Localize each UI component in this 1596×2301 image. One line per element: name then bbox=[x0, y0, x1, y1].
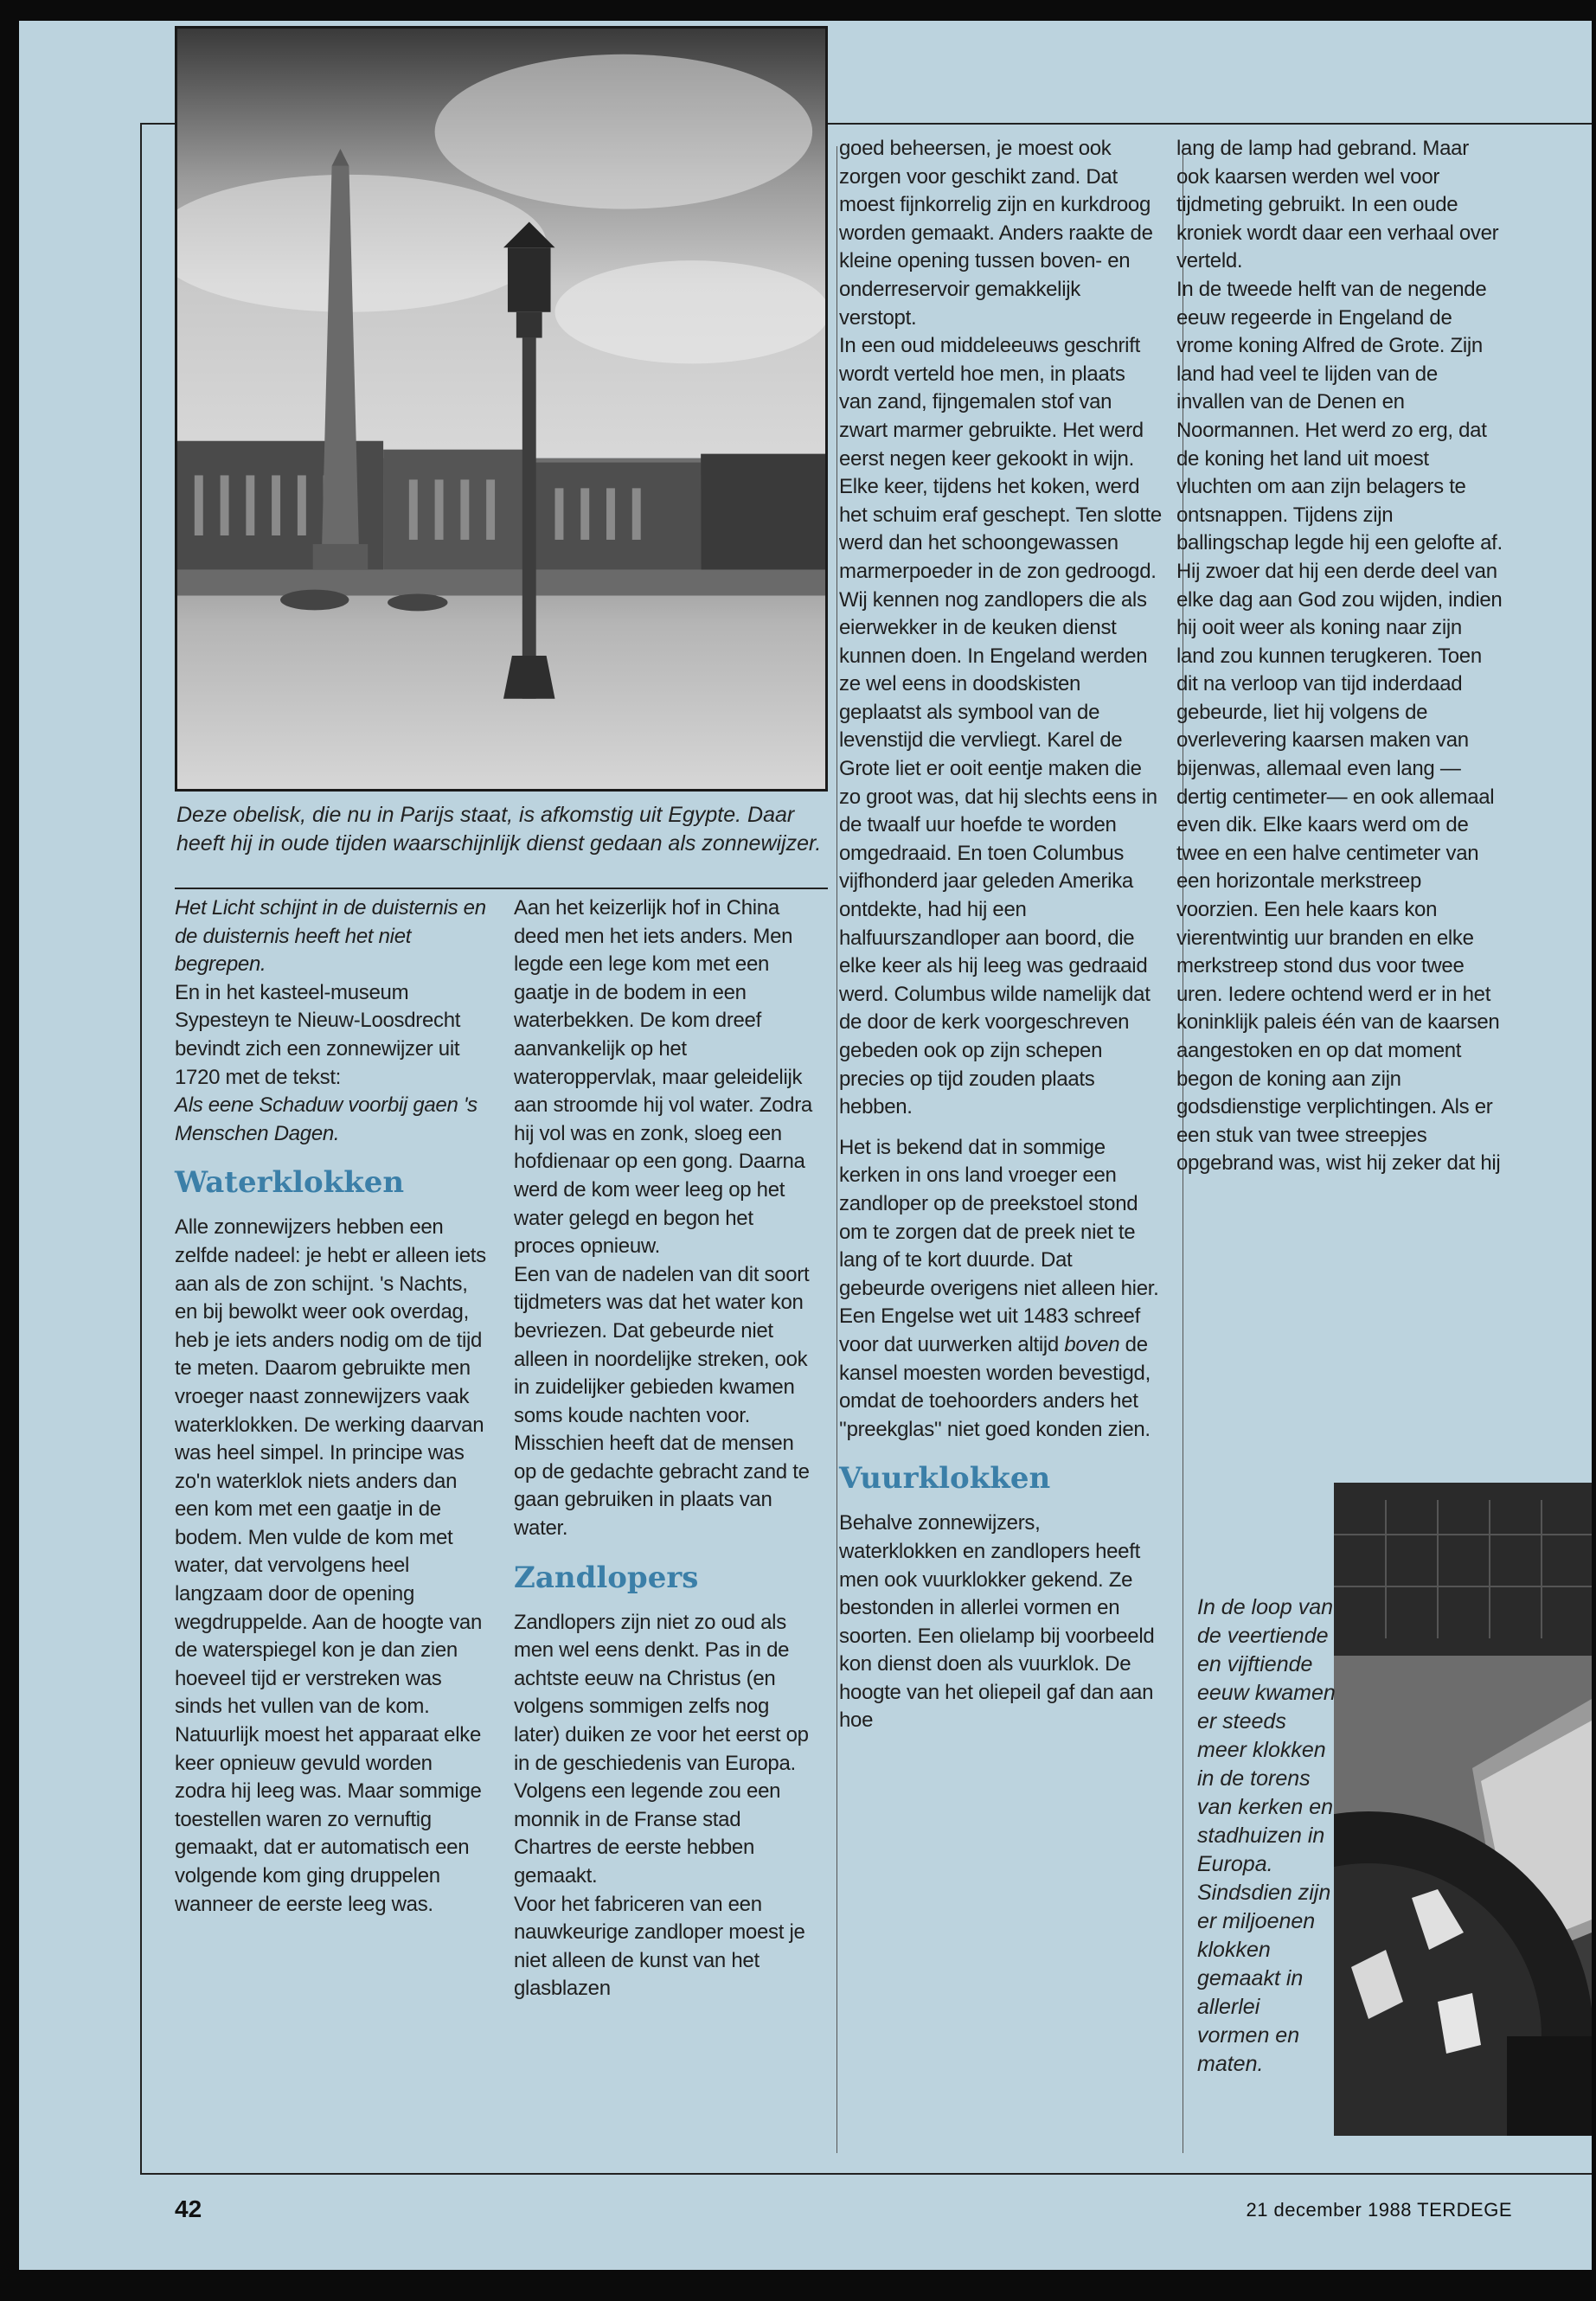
section-heading-zandlopers: Zandlopers bbox=[514, 1560, 699, 1595]
top-rule bbox=[828, 123, 1592, 125]
paragraph: lang de lamp had gebrand. Maar ook kaarsen werden wel voor tijdmeting gebruikt. In een oude kroniek wordt daar een verhaal over verteld. bbox=[1176, 137, 1499, 273]
paragraph: Alle zonnewijzers hebben een zelfde nadeel: je hebt er alleen iets aan als de zon schijnt. 's Nachts, en bij bewolkt weer ook overdag, heb je iets anders nodig om de tijd te meten. Daarom gebruikte men vroeger naast zonnewijzers vaak waterklokken. De werking daarvan was heel simpel. In principe was zo'n waterklok niets anders dan een kom met een gaatje in de bodem. Men vulde de kom met water, dat vervolgens heel langzaam door de opening wegdruppelde. Aan de hoogte van de waterspiegel kon je dan zien hoeveel tijd er verstreken was sinds het vullen van de kom. Natuurlijk moest het apparaat elke keer opnieuw gevuld worden zodra hij leeg was. Maar sommige toestellen waren zo vernuftig gemaakt, dat er automatisch een volgende kom ging druppelen wanneer de eerste leeg was. bbox=[175, 1215, 486, 1916]
issue-footer: 21 december 1988 TERDEGE bbox=[1246, 2199, 1512, 2221]
article-column-3 bbox=[839, 135, 1163, 1735]
left-rule-tick bbox=[140, 123, 176, 125]
section-heading-vuurklokken: Vuurklokken bbox=[839, 1461, 1051, 1497]
caption-rule bbox=[175, 888, 828, 889]
column-divider bbox=[836, 146, 837, 2153]
section-heading-waterklokken: Waterklokken bbox=[175, 1165, 405, 1201]
article-column-2 bbox=[514, 894, 818, 2003]
bottom-rule bbox=[140, 2173, 1592, 2175]
magazine-page bbox=[19, 21, 1592, 2270]
paragraph-text: Het is bekend dat in sommige kerken in ons land vroeger een zandloper op de preekstoel stond om te zorgen dat de preek niet te lang of te kort duurde. Dat gebeurde overigens niet alleen hier. Een Engelse wet uit 1483 schreef voor dat uurwerken altijd bbox=[839, 1135, 1159, 1356]
page-number: 42 bbox=[175, 2195, 202, 2222]
paragraph: En in het kasteel-museum Sypesteyn te Nieuw-Loosdrecht bevindt zich een zonnewijzer uit 1720 met de tekst: bbox=[175, 980, 461, 1089]
paragraph bbox=[839, 1134, 1163, 1445]
paragraph: goed beheersen, je moest ook zorgen voor geschikt zand. Dat moest fijnkorrelig zijn en kurkdroog worden gemaakt. Anders raakte de kleine opening tussen boven- en onderreservoir gemakkelijk verstopt. bbox=[839, 137, 1153, 330]
paragraph: Zandlopers zijn niet zo oud als men wel eens denkt. Pas in de achtste eeuw na Christus (en volgens sommigen zelfs nog later) duiken ze voor het eerst op in de geschiedenis van Europa. Volgens een legende zou een monnik in de Franse stad Chartres de eerste hebben gemaakt. bbox=[514, 1610, 809, 1888]
paragraph: Wij kennen nog zandlopers die als eierwekker in de keuken dienst kunnen doen. In Engeland werden ze wel eens in doodskisten geplaatst als symbool van de levenstijd die vervliegt. Karel de Grote liet er ooit eentje maken die zo groot was, dat hij slechts eens in de twaalf uur hoefde te worden omgedraaid. En toen Columbus vijfhonderd jaar geleden Amerika ontdekte, had hij een halfuurszandloper aan boord, die elke keer als hij leeg was gedraaid werd. Columbus wilde namelijk dat de door de kerk voorgeschreven gebeden ook op zijn schepen precies op tijd zouden plaats hebben. bbox=[839, 587, 1157, 1119]
clock-photo-caption: In de loop van de veertiende en vijftiende eeuw kwamen er steeds meer klokken in de torens van kerken en stadhuizen in Europa. Sindsdien zijn er miljoenen klokken gemaakt in allerlei vormen en maten. bbox=[1197, 1595, 1336, 2076]
paragraph: In de tweede helft van de negende eeuw regeerde in Engeland de vrome koning Alfred de Grote. Zijn land had veel te lijden van de invallen van de Denen en Noormannen. Het werd zo erg, dat de koning het land uit moest vluchten om aan zijn belagers te ontsnappen. Tijdens zijn ballingschap legde hij een gelofte af. Hij zwoer dat hij een derde deel van elke dag aan God zou wijden, indien hij ooit weer als koning naar zijn land zou kunnen terugkeren. Toen dit na verloop van tijd inderdaad gebeurde, liet hij volgens de overlevering kaarsen maken van bijenwas, allemaal even lang —dertig centimeter— en ook allemaal even dik. Elke kaars werd om de twee en een halve centimeter van een horizontale merkstreep voorzien. Een hele kaars kon vierentwintig uur branden en elke merkstreep stond dus voor twee uren. Iedere ochtend werd er in het koninklijk paleis één van de kaarsen aangestoken en op dat moment begon de koning aan zijn godsdienstige verplichtingen. Als er een stuk van twee streepjes opgebrand was, wist hij zeker dat hij bbox=[1176, 277, 1503, 1176]
photo-caption: Deze obelisk, die nu in Parijs staat, is afkomstig uit Egypte. Daar heeft hij in oude tijden waarschijnlijk dienst gedaan als zonnewijzer. bbox=[176, 803, 822, 856]
quote-text: Het Licht schijnt in de duisternis en de duisternis heeft het niet begrepen. bbox=[175, 896, 486, 977]
paragraph-text: de kansel moesten worden bevestigd, omdat de toehoorders anders het ''preekglas'' niet goed konden zien. bbox=[839, 1332, 1151, 1441]
inscription-text: Als eene Schaduw voorbij gaen 's Menschen Dagen. bbox=[175, 1093, 478, 1145]
paragraph: Een van de nadelen van dit soort tijdmeters was dat het water kon bevriezen. Dat gebeurde niet alleen in noordelijke streken, ook in zuidelijker gebieden kwamen soms koude nachten voor. Misschien heeft dat de mensen op de gedachte gebracht zand te gaan gebruiken in plaats van water. bbox=[514, 1262, 810, 1541]
paragraph: Aan het keizerlijk hof in China deed men het iets anders. Men legde een lege kom met een gaatje in de bodem in een waterbekken. De kom dreef aanvankelijk op het wateroppervlak, maar geleidelijk aan stroomde hij vol water. Zodra hij vol was en zonk, sloeg een hofdienaar op een gong. Daarna werd de kom weer leeg op het water gelegd en begon het proces opnieuw. bbox=[514, 896, 812, 1259]
emphasis-text: boven bbox=[1064, 1332, 1120, 1356]
left-rule bbox=[140, 123, 142, 2175]
paragraph: In een oud middeleeuws geschrift wordt verteld hoe men, in plaats van zand, fijngemalen stof van zwart marmer gebruikte. Het werd eerst negen keer gekookt in wijn. Elke keer, tijdens het koken, werd het schuim eraf geschept. Ten slotte werd dan het schoongewassen marmerpoeder in de zon gedroogd. bbox=[839, 334, 1162, 583]
article-column-1 bbox=[175, 894, 486, 1919]
clock-photo bbox=[1334, 1483, 1592, 2136]
article-column-4 bbox=[1176, 135, 1505, 1178]
paragraph: Voor het fabriceren van een nauwkeurige zandloper moest je niet alleen de kunst van het glasblazen bbox=[514, 1892, 805, 2001]
paragraph: Behalve zonnewijzers, waterklokken en zandlopers heeft men ook vuurklokker gekend. Ze bestonden in allerlei vormen en soorten. Een olielamp bij voorbeeld kon dienst doen als vuurklok. De hoogte van het oliepeil gaf dan aan hoe bbox=[839, 1511, 1155, 1733]
obelisk-photo bbox=[175, 26, 828, 792]
